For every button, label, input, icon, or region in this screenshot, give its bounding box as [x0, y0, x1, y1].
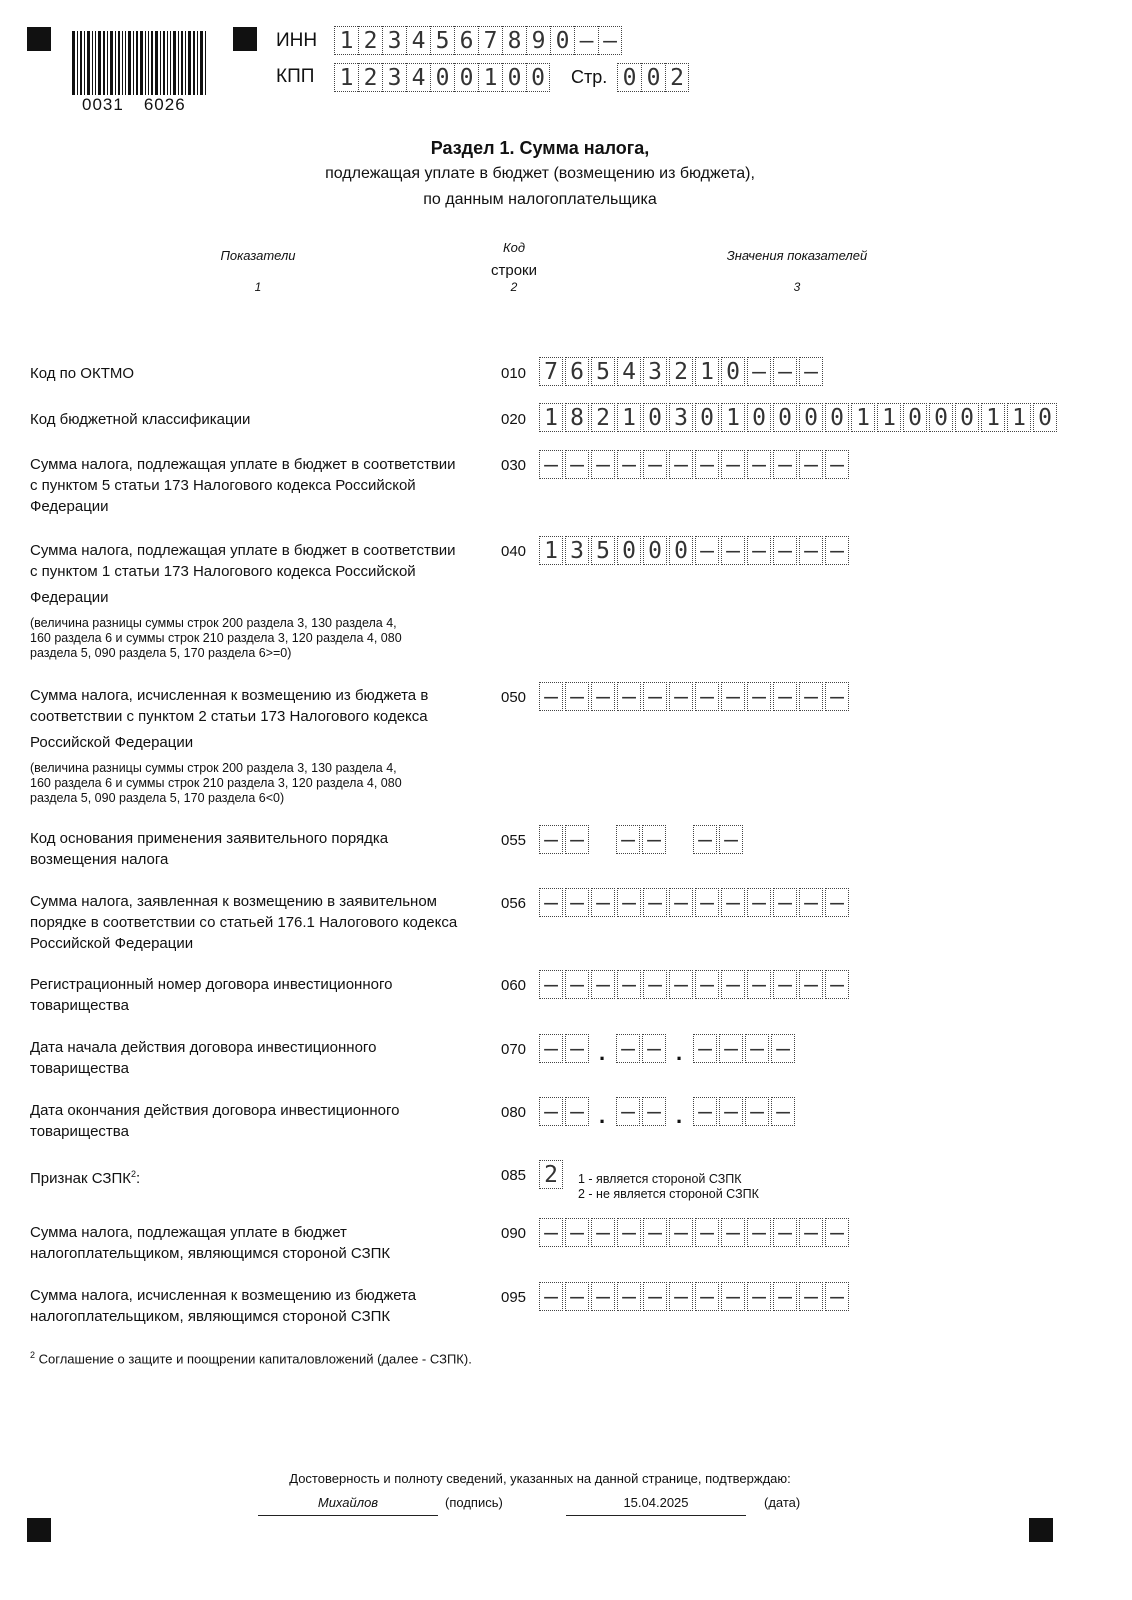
- row-070-date-day[interactable]: [539, 1034, 591, 1063]
- digit-cell: –: [695, 682, 719, 711]
- digit-cell: –: [565, 1282, 589, 1311]
- digit-cell: 7: [478, 26, 502, 55]
- digit-cell: –: [773, 888, 797, 917]
- column-number-2: 2: [510, 280, 518, 294]
- digit-cell: –: [825, 1218, 849, 1247]
- digit-cell: –: [617, 1218, 641, 1247]
- row-055-label: [30, 828, 490, 870]
- row-080-date-day[interactable]: [539, 1097, 591, 1126]
- row-055-code-field-c[interactable]: [693, 825, 745, 854]
- row-056-label: [30, 891, 490, 954]
- digit-cell: 0: [695, 403, 719, 432]
- row-010-label: Код по ОКТМО: [30, 365, 135, 382]
- row-090-amount-field[interactable]: [539, 1218, 851, 1247]
- digit-cell: –: [799, 450, 823, 479]
- row-030-amount-field[interactable]: [539, 450, 851, 479]
- digit-cell: –: [799, 682, 823, 711]
- digit-cell: –: [825, 682, 849, 711]
- digit-cell: –: [721, 536, 745, 565]
- column-header-indicators: Показатели: [220, 248, 296, 263]
- row-080-label-line1: Дата окончания действия договора инвестиционного: [30, 1102, 400, 1119]
- barcode-digits: [82, 95, 232, 115]
- digit-cell: –: [617, 450, 641, 479]
- digit-cell: –: [669, 1218, 693, 1247]
- digit-cell: 3: [382, 26, 406, 55]
- row-070-code: 070: [501, 1041, 527, 1058]
- column-number-1: 1: [254, 280, 262, 294]
- row-070-label: [30, 1037, 490, 1079]
- row-070-date-dot-1: .: [599, 1040, 606, 1065]
- corner-marker-top-left: [27, 27, 51, 51]
- row-050-amount-field[interactable]: [539, 682, 851, 711]
- digit-cell: 9: [526, 26, 550, 55]
- digit-cell: –: [591, 1282, 615, 1311]
- digit-cell: –: [669, 888, 693, 917]
- digit-cell: 5: [430, 26, 454, 55]
- section-title: Раздел 1. Сумма налога,: [430, 138, 650, 158]
- digit-cell: –: [695, 450, 719, 479]
- digit-cell: –: [695, 888, 719, 917]
- digit-cell: –: [745, 1097, 769, 1126]
- digit-cell: 0: [430, 63, 454, 92]
- digit-cell: 0: [526, 63, 550, 92]
- inn-label: ИНН: [276, 30, 318, 51]
- digit-cell: 0: [747, 403, 771, 432]
- row-050-label: [30, 685, 490, 753]
- row-056-label-line1: Сумма налога, заявленная к возмещению в заявительном: [30, 893, 437, 910]
- page-label: Стр.: [571, 67, 608, 87]
- digit-cell: 0: [643, 403, 667, 432]
- digit-cell: 7: [539, 357, 563, 386]
- digit-cell: –: [616, 1097, 640, 1126]
- row-090-label: [30, 1222, 490, 1264]
- row-095-label: [30, 1285, 490, 1327]
- digit-cell: –: [669, 682, 693, 711]
- row-080-date-dot-1: .: [599, 1103, 606, 1128]
- row-055-code-field-b[interactable]: [616, 825, 668, 854]
- digit-cell: –: [539, 825, 563, 854]
- row-020-code: 020: [501, 411, 527, 428]
- digit-cell: –: [773, 970, 797, 999]
- digit-cell: –: [719, 825, 743, 854]
- row-030-code: 030: [501, 457, 527, 474]
- signature-caption: (подпись): [445, 1495, 503, 1510]
- barcode-digits-right: 6026: [143, 95, 186, 114]
- footnote-text: Соглашение о защите и поощрении капиталовложений (далее - СЗПК).: [38, 1351, 472, 1367]
- digit-cell: –: [825, 888, 849, 917]
- digit-cell: –: [773, 357, 797, 386]
- kpp-label: КПП: [276, 66, 315, 87]
- kbk-field[interactable]: [539, 403, 1059, 432]
- inn-field[interactable]: [334, 26, 622, 55]
- column-header-values: Значения показателей: [726, 248, 868, 263]
- row-085-label: [30, 1164, 490, 1189]
- row-080-label: [30, 1100, 490, 1142]
- row-080-date-month[interactable]: [616, 1097, 668, 1126]
- row-060-label-line2: товарищества: [30, 997, 129, 1014]
- row-050-note-line3: раздела 5, 090 раздела 5, 170 раздела 6<0): [30, 791, 285, 805]
- digit-cell: –: [747, 682, 771, 711]
- row-055-label-line1: Код основания применения заявительного порядка: [30, 830, 389, 847]
- digit-cell: –: [617, 970, 641, 999]
- digit-cell: –: [669, 970, 693, 999]
- digit-cell: 2: [591, 403, 615, 432]
- digit-cell: –: [771, 1097, 795, 1126]
- row-085-label-colon: :: [136, 1170, 141, 1187]
- digit-cell: –: [539, 450, 563, 479]
- corner-marker-bottom-right: [1029, 1518, 1053, 1542]
- digit-cell: –: [719, 1097, 743, 1126]
- digit-cell: –: [539, 888, 563, 917]
- row-040-amount-field[interactable]: [539, 536, 851, 565]
- digit-cell: –: [693, 1034, 717, 1063]
- digit-cell: 0: [903, 403, 927, 432]
- column-header-code-line2: строки: [491, 262, 537, 279]
- row-030-label-line1: Сумма налога, подлежащая уплате в бюджет в соответствии: [30, 456, 456, 473]
- digit-cell: –: [825, 536, 849, 565]
- digit-cell: –: [591, 970, 615, 999]
- digit-cell: 2: [665, 63, 689, 92]
- row-050-note-line2: 160 раздела 6 и суммы строк 210 раздела 3, 120 раздела 4, 080: [30, 776, 402, 790]
- digit-cell: –: [565, 1034, 589, 1063]
- digit-cell: –: [616, 1034, 640, 1063]
- row-060-reg-number-field[interactable]: [539, 970, 851, 999]
- digit-cell: 1: [981, 403, 1005, 432]
- digit-cell: –: [747, 536, 771, 565]
- digit-cell: 8: [502, 26, 526, 55]
- digit-cell: 0: [1033, 403, 1057, 432]
- digit-cell: –: [643, 1218, 667, 1247]
- digit-cell: –: [747, 970, 771, 999]
- digit-cell: –: [539, 970, 563, 999]
- szpk-options: [578, 1172, 759, 1202]
- digit-cell: 1: [334, 26, 358, 55]
- footnote: [30, 1350, 472, 1366]
- digit-cell: –: [565, 1218, 589, 1247]
- footnote-mark: 2: [30, 1350, 36, 1360]
- digit-cell: 0: [773, 403, 797, 432]
- digit-cell: –: [773, 450, 797, 479]
- digit-cell: –: [591, 888, 615, 917]
- digit-cell: –: [695, 970, 719, 999]
- digit-cell: 0: [643, 536, 667, 565]
- digit-cell: –: [539, 1282, 563, 1311]
- digit-cell: –: [721, 682, 745, 711]
- digit-cell: 0: [825, 403, 849, 432]
- digit-cell: 1: [539, 403, 563, 432]
- digit-cell: –: [799, 888, 823, 917]
- digit-cell: –: [773, 536, 797, 565]
- kpp-field[interactable]: [334, 63, 550, 92]
- barcode: [72, 31, 232, 114]
- digit-cell: –: [565, 450, 589, 479]
- digit-cell: –: [825, 450, 849, 479]
- digit-cell: 1: [721, 403, 745, 432]
- digit-cell: –: [642, 1034, 666, 1063]
- digit-cell: 3: [643, 357, 667, 386]
- digit-cell: –: [747, 1282, 771, 1311]
- signature-date[interactable]: 15.04.2025: [623, 1495, 689, 1510]
- digit-cell: –: [565, 970, 589, 999]
- digit-cell: –: [565, 825, 589, 854]
- digit-cell: –: [565, 888, 589, 917]
- digit-cell: 1: [1007, 403, 1031, 432]
- digit-cell: –: [617, 682, 641, 711]
- digit-cell: 6: [454, 26, 478, 55]
- row-056-label-line3: Российской Федерации: [30, 935, 194, 952]
- digit-cell: –: [773, 1282, 797, 1311]
- section-subtitle-1: подлежащая уплате в бюджет (возмещению из бюджета),: [325, 165, 755, 182]
- digit-cell: –: [669, 450, 693, 479]
- row-030-label-line3: Федерации: [30, 498, 109, 515]
- digit-cell: –: [693, 825, 717, 854]
- page-number-field[interactable]: [617, 63, 689, 92]
- digit-cell: 2: [539, 1160, 563, 1189]
- digit-cell: 0: [502, 63, 526, 92]
- digit-cell: 1: [478, 63, 502, 92]
- digit-cell: –: [574, 26, 598, 55]
- confirmation-text: Достоверность и полноту сведений, указанных на данной странице, подтверждаю:: [289, 1471, 791, 1486]
- row-055-code-field-a[interactable]: [539, 825, 591, 854]
- signer-name[interactable]: Михайлов: [317, 1495, 379, 1510]
- digit-cell: –: [591, 1218, 615, 1247]
- digit-cell: –: [539, 1218, 563, 1247]
- digit-cell: 0: [454, 63, 478, 92]
- row-070-date-year[interactable]: [693, 1034, 797, 1063]
- oktmo-field[interactable]: [539, 357, 825, 386]
- digit-cell: –: [695, 1282, 719, 1311]
- digit-cell: –: [565, 682, 589, 711]
- section-subtitle-2: по данным налогоплательщика: [423, 191, 657, 208]
- digit-cell: 0: [617, 536, 641, 565]
- row-040-label: [30, 540, 490, 608]
- row-030-label: [30, 454, 490, 517]
- row-060-label-line1: Регистрационный номер договора инвестиционного: [30, 976, 393, 993]
- row-030-label-line2: с пунктом 5 статьи 173 Налогового кодекса Российской: [30, 477, 416, 494]
- digit-cell: –: [747, 450, 771, 479]
- row-095-label-line2: налогоплательщиком, являющимся стороной СЗПК: [30, 1308, 391, 1325]
- row-070-date-month[interactable]: [616, 1034, 668, 1063]
- szpk-option-1: 1 - является стороной СЗПК: [578, 1172, 742, 1186]
- row-080-code: 080: [501, 1104, 527, 1121]
- digit-cell: 1: [695, 357, 719, 386]
- row-050-note-line1: (величина разницы суммы строк 200 раздела 3, 130 раздела 4,: [30, 761, 397, 775]
- row-070-label-line2: товарищества: [30, 1060, 129, 1077]
- digit-cell: –: [721, 970, 745, 999]
- column-header-code-line1: Код: [502, 240, 526, 255]
- row-056-code: 056: [501, 895, 527, 912]
- row-040-code: 040: [501, 543, 527, 560]
- digit-cell: 2: [669, 357, 693, 386]
- digit-cell: –: [747, 1218, 771, 1247]
- szpk-flag-field[interactable]: [539, 1160, 565, 1189]
- corner-marker-bottom-left: [27, 1518, 51, 1542]
- digit-cell: –: [745, 1034, 769, 1063]
- row-095-code: 095: [501, 1289, 527, 1306]
- digit-cell: –: [773, 1218, 797, 1247]
- digit-cell: –: [669, 1282, 693, 1311]
- digit-cell: –: [598, 26, 622, 55]
- digit-cell: 1: [851, 403, 875, 432]
- row-050-label-line2: соответствии с пунктом 2 статьи 173 Налогового кодекса: [30, 708, 428, 725]
- digit-cell: 0: [617, 63, 641, 92]
- digit-cell: –: [643, 1282, 667, 1311]
- digit-cell: –: [591, 450, 615, 479]
- digit-cell: –: [539, 1034, 563, 1063]
- row-080-date-year[interactable]: [693, 1097, 797, 1126]
- digit-cell: –: [643, 682, 667, 711]
- digit-cell: –: [643, 450, 667, 479]
- digit-cell: 1: [617, 403, 641, 432]
- digit-cell: 1: [539, 536, 563, 565]
- row-050-code: 050: [501, 689, 527, 706]
- digit-cell: –: [721, 888, 745, 917]
- row-090-label-line2: налогоплательщиком, являющимся стороной СЗПК: [30, 1245, 391, 1262]
- digit-cell: 0: [550, 26, 574, 55]
- digit-cell: 0: [669, 536, 693, 565]
- row-090-label-line1: Сумма налога, подлежащая уплате в бюджет: [30, 1224, 347, 1241]
- row-050-label-line3: Российской Федерации: [30, 734, 194, 751]
- barcode-digits-left: 0031: [82, 95, 124, 114]
- row-050-note: [30, 761, 470, 806]
- row-056-amount-field[interactable]: [539, 888, 851, 917]
- digit-cell: 0: [641, 63, 665, 92]
- row-070-label-line1: Дата начала действия договора инвестиционного: [30, 1039, 377, 1056]
- corner-marker-top-right: [233, 27, 257, 51]
- digit-cell: 5: [591, 536, 615, 565]
- digit-cell: –: [617, 1282, 641, 1311]
- column-number-3: 3: [793, 280, 801, 294]
- row-040-note-line1: (величина разницы суммы строк 200 раздела 3, 130 раздела 4,: [30, 616, 397, 630]
- digit-cell: 0: [955, 403, 979, 432]
- row-050-label-line1: Сумма налога, исчисленная к возмещению из бюджета в: [30, 687, 429, 704]
- row-040-label-line2: с пунктом 1 статьи 173 Налогового кодекса Российской: [30, 563, 416, 580]
- row-040-note: [30, 616, 470, 661]
- row-060-code: 060: [501, 977, 527, 994]
- digit-cell: –: [643, 970, 667, 999]
- signature-line: [258, 1515, 438, 1516]
- digit-cell: –: [747, 888, 771, 917]
- row-070-date-dot-2: .: [676, 1040, 683, 1065]
- digit-cell: –: [721, 1218, 745, 1247]
- digit-cell: –: [695, 1218, 719, 1247]
- row-080-date-dot-2: .: [676, 1103, 683, 1128]
- digit-cell: –: [643, 888, 667, 917]
- digit-cell: –: [799, 970, 823, 999]
- row-040-label-line1: Сумма налога, подлежащая уплате в бюджет в соответствии: [30, 542, 456, 559]
- row-055-label-line2: возмещения налога: [30, 851, 169, 868]
- digit-cell: 3: [382, 63, 406, 92]
- row-040-note-line2: 160 раздела 6 и суммы строк 210 раздела 3, 120 раздела 4, 080: [30, 631, 402, 645]
- digit-cell: –: [799, 1218, 823, 1247]
- szpk-option-2: 2 - не является стороной СЗПК: [578, 1187, 759, 1201]
- digit-cell: –: [799, 536, 823, 565]
- digit-cell: 1: [334, 63, 358, 92]
- digit-cell: 6: [565, 357, 589, 386]
- digit-cell: –: [721, 1282, 745, 1311]
- digit-cell: 5: [591, 357, 615, 386]
- barcode-bars: [72, 31, 232, 95]
- digit-cell: 2: [358, 63, 382, 92]
- date-line: [566, 1515, 746, 1516]
- row-095-amount-field[interactable]: [539, 1282, 851, 1311]
- digit-cell: 0: [721, 357, 745, 386]
- row-055-code: 055: [501, 832, 527, 849]
- digit-cell: 1: [877, 403, 901, 432]
- row-020-label: Код бюджетной классификации: [30, 411, 251, 428]
- digit-cell: –: [799, 357, 823, 386]
- digit-cell: –: [771, 1034, 795, 1063]
- row-040-note-line3: раздела 5, 090 раздела 5, 170 раздела 6>=0): [30, 646, 292, 660]
- digit-cell: 2: [358, 26, 382, 55]
- row-060-label: [30, 974, 490, 1016]
- digit-cell: 8: [565, 403, 589, 432]
- digit-cell: –: [799, 1282, 823, 1311]
- date-caption: (дата): [764, 1495, 801, 1510]
- row-085-code: 085: [501, 1167, 527, 1184]
- row-080-label-line2: товарищества: [30, 1123, 129, 1140]
- row-085-label-text: Признак СЗПК: [30, 1170, 131, 1187]
- digit-cell: –: [591, 682, 615, 711]
- row-090-code: 090: [501, 1225, 527, 1242]
- row-010-code: 010: [501, 365, 527, 382]
- digit-cell: –: [747, 357, 771, 386]
- row-056-label-line2: порядке в соответствии со статьей 176.1 Налогового кодекса: [30, 914, 458, 931]
- digit-cell: –: [565, 1097, 589, 1126]
- digit-cell: –: [616, 825, 640, 854]
- digit-cell: 4: [406, 63, 430, 92]
- digit-cell: –: [773, 682, 797, 711]
- row-095-label-line1: Сумма налога, исчисленная к возмещению из бюджета: [30, 1287, 417, 1304]
- digit-cell: 0: [799, 403, 823, 432]
- digit-cell: –: [617, 888, 641, 917]
- digit-cell: –: [825, 970, 849, 999]
- digit-cell: –: [642, 1097, 666, 1126]
- digit-cell: –: [539, 1097, 563, 1126]
- digit-cell: –: [695, 536, 719, 565]
- digit-cell: 4: [617, 357, 641, 386]
- digit-cell: 3: [565, 536, 589, 565]
- digit-cell: 4: [406, 26, 430, 55]
- digit-cell: –: [719, 1034, 743, 1063]
- digit-cell: –: [721, 450, 745, 479]
- digit-cell: 3: [669, 403, 693, 432]
- row-040-label-line3: Федерации: [30, 589, 109, 606]
- digit-cell: 0: [929, 403, 953, 432]
- digit-cell: –: [539, 682, 563, 711]
- digit-cell: –: [642, 825, 666, 854]
- digit-cell: –: [825, 1282, 849, 1311]
- row-085-footnote-mark: 2: [130, 1169, 136, 1179]
- digit-cell: –: [693, 1097, 717, 1126]
